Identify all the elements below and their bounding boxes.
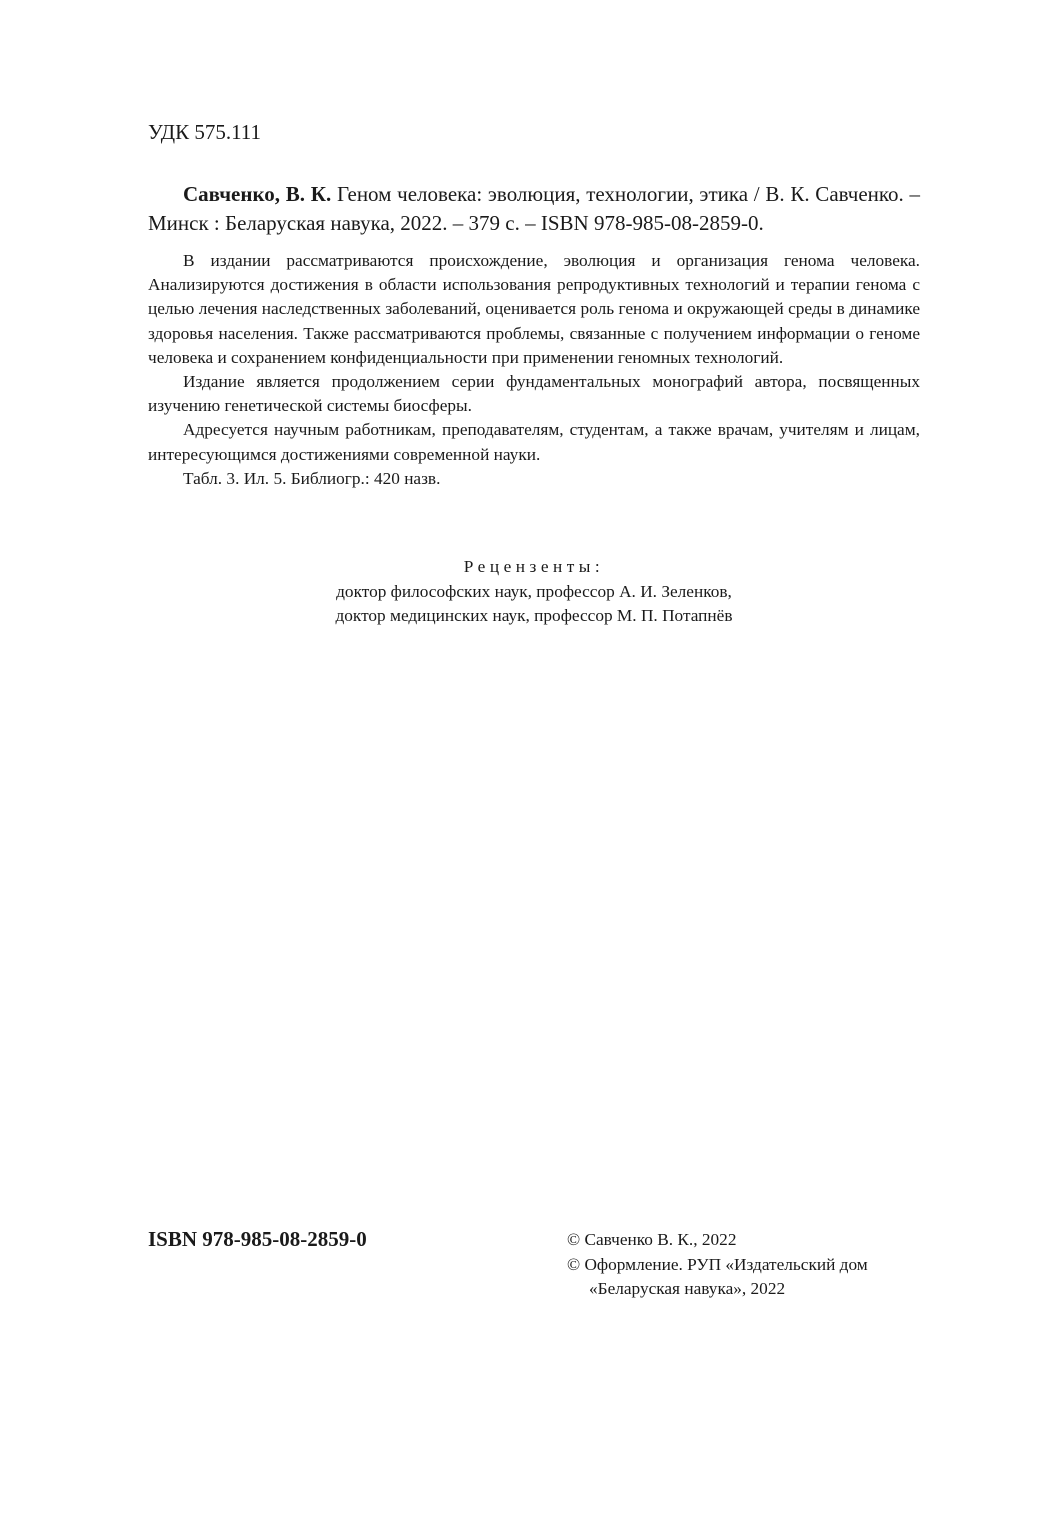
annotation-stats: Табл. 3. Ил. 5. Библиогр.: 420 назв.: [183, 468, 441, 488]
annotation-paragraph: Издание является продолжением серии фундаментальных монографий автора, посвященных изучению генетической системы биосферы.: [148, 372, 920, 416]
copyright-block: [567, 1228, 927, 1302]
annotation: [148, 249, 920, 491]
copyright-line: © Оформление. РУП «Издательский дом: [567, 1254, 868, 1274]
copyright-line: «Беларуская навука», 2022: [589, 1279, 786, 1298]
reviewers-heading: Рецензенты:: [463, 557, 605, 576]
isbn: ISBN 978-985-08-2859-0: [148, 1227, 367, 1251]
copyright-line: © Савченко В. К., 2022: [567, 1230, 737, 1249]
citation-text: Геном человека: эволюция, технологии, этика / В. К. Савченко. – Минск : Беларуская навука, 2022. – 379 с. – ISBN 978-985-08-2859-0.: [148, 182, 920, 235]
reviewers-block: [148, 555, 920, 629]
citation-author: Савченко, В. К.: [183, 182, 332, 206]
annotation-paragraph: В издании рассматриваются происхождение, эволюция и организация генома человека. Анализируются достижения в области использования репродуктивных технологий и терапии генома с целью лечения наследственных заболеваний, оценивается роль генома и окружающей среды в динамике здоровья населения. Также рассматриваются проблемы, связанные с получением информации о геноме человека и сохранением конфиденциальности при применении геномных технологий.: [148, 251, 920, 367]
reviewer-line: доктор медицинских наук, профессор М. П. Потапнёв: [335, 606, 733, 625]
reviewer-line: доктор философских наук, профессор А. И. Зеленков,: [336, 581, 732, 601]
udk-code: УДК 575.111: [148, 120, 262, 144]
bibliographic-citation: [148, 180, 920, 237]
annotation-paragraph: Адресуется научным работникам, преподавателям, студентам, а также врачам, учителям и лицам, интересующимся достижениями современной науки.: [148, 420, 920, 464]
